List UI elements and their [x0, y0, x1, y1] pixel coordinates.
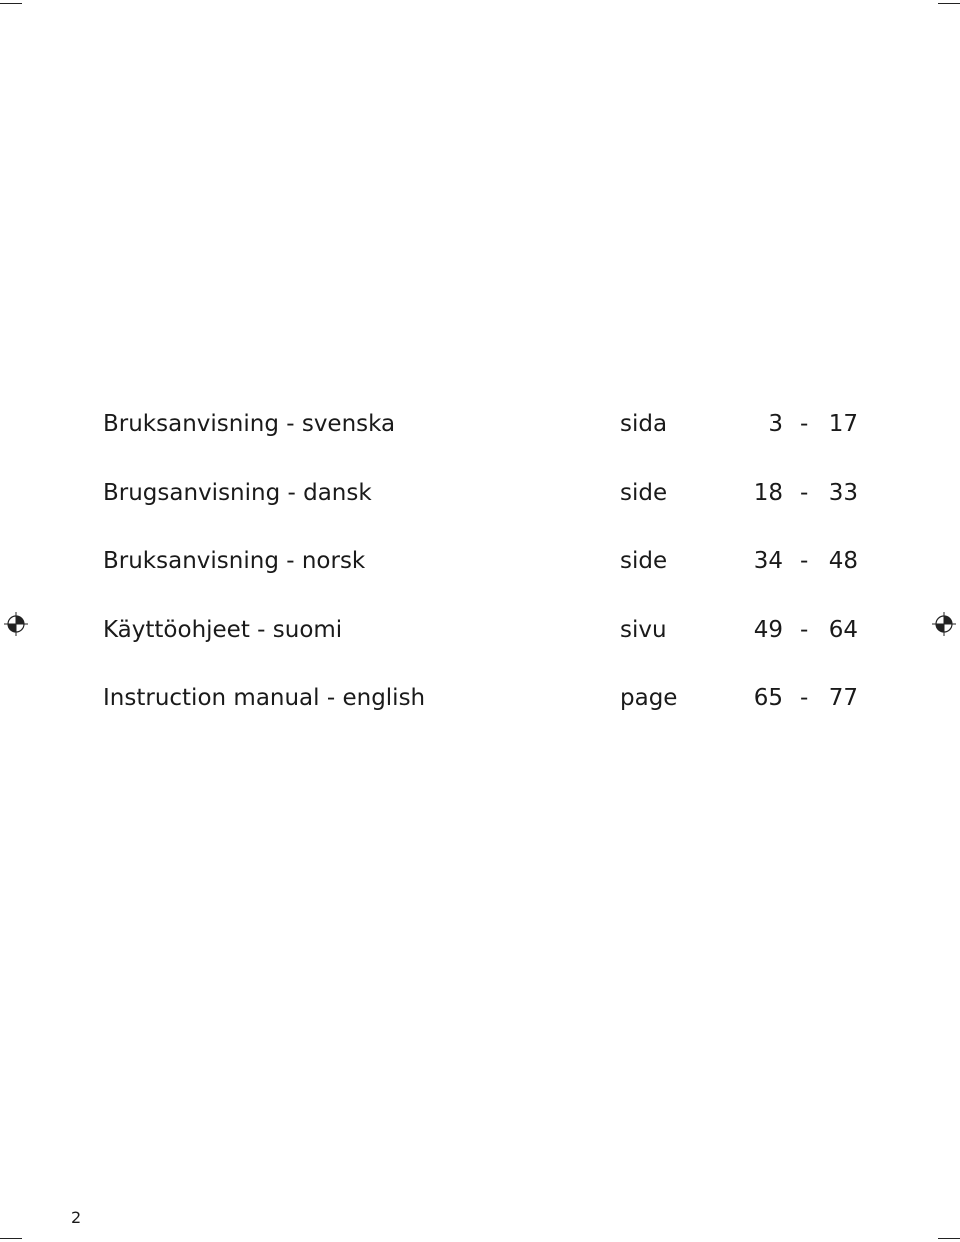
toc-range-dash: -	[800, 685, 809, 711]
toc-page-to: 64	[828, 616, 858, 643]
toc-page-label: page	[620, 685, 678, 711]
toc-range-dash: -	[800, 411, 809, 437]
toc-entry-norsk[interactable]	[103, 537, 863, 606]
toc-page-from: 3	[768, 411, 783, 437]
toc-range-dash: -	[800, 616, 809, 643]
crop-mark-top-right	[938, 3, 960, 4]
toc-page-from: 18	[753, 479, 783, 506]
toc-title-text: Instruction manual - english	[103, 685, 426, 711]
toc-page-label: sivu	[620, 616, 667, 643]
toc-entry-svenska[interactable]	[103, 400, 863, 469]
toc-page-label: side	[620, 479, 668, 506]
toc-page-to: 17	[828, 411, 858, 437]
registration-mark-icon	[932, 612, 956, 636]
toc-entry-dansk[interactable]	[103, 469, 863, 538]
toc-entry-title	[103, 400, 615, 448]
toc-page-from: 65	[753, 685, 783, 711]
registration-mark-icon	[4, 612, 28, 636]
page-number: 2	[71, 1208, 82, 1227]
toc-entry-suomi[interactable]	[103, 606, 863, 675]
crop-mark-bottom-right	[938, 1238, 960, 1239]
toc-page-to: 48	[828, 548, 858, 574]
toc-range-dash: -	[800, 479, 809, 506]
crop-mark-top-left	[0, 3, 22, 4]
toc-range-dash: -	[800, 548, 809, 574]
toc-entry-title	[103, 537, 615, 585]
crop-mark-bottom-left	[0, 1238, 22, 1239]
toc-title-text: Bruksanvisning - svenska	[103, 411, 396, 437]
toc-page-to: 77	[828, 685, 858, 711]
toc-title-text: Käyttöohjeet - suomi	[103, 616, 343, 643]
toc-page-label: side	[620, 548, 668, 574]
table-of-contents	[103, 400, 863, 743]
toc-title-text: Brugsanvisning - dansk	[103, 479, 372, 506]
toc-page-from: 49	[753, 616, 783, 643]
toc-entry-title	[103, 469, 615, 517]
toc-title-text: Bruksanvisning - norsk	[103, 548, 366, 574]
toc-page-label: sida	[620, 411, 668, 437]
toc-entry-title	[103, 606, 615, 654]
toc-page-to: 33	[828, 479, 858, 506]
toc-page-from: 34	[753, 548, 783, 574]
toc-entry-title	[103, 674, 615, 722]
toc-entry-english[interactable]	[103, 674, 863, 743]
